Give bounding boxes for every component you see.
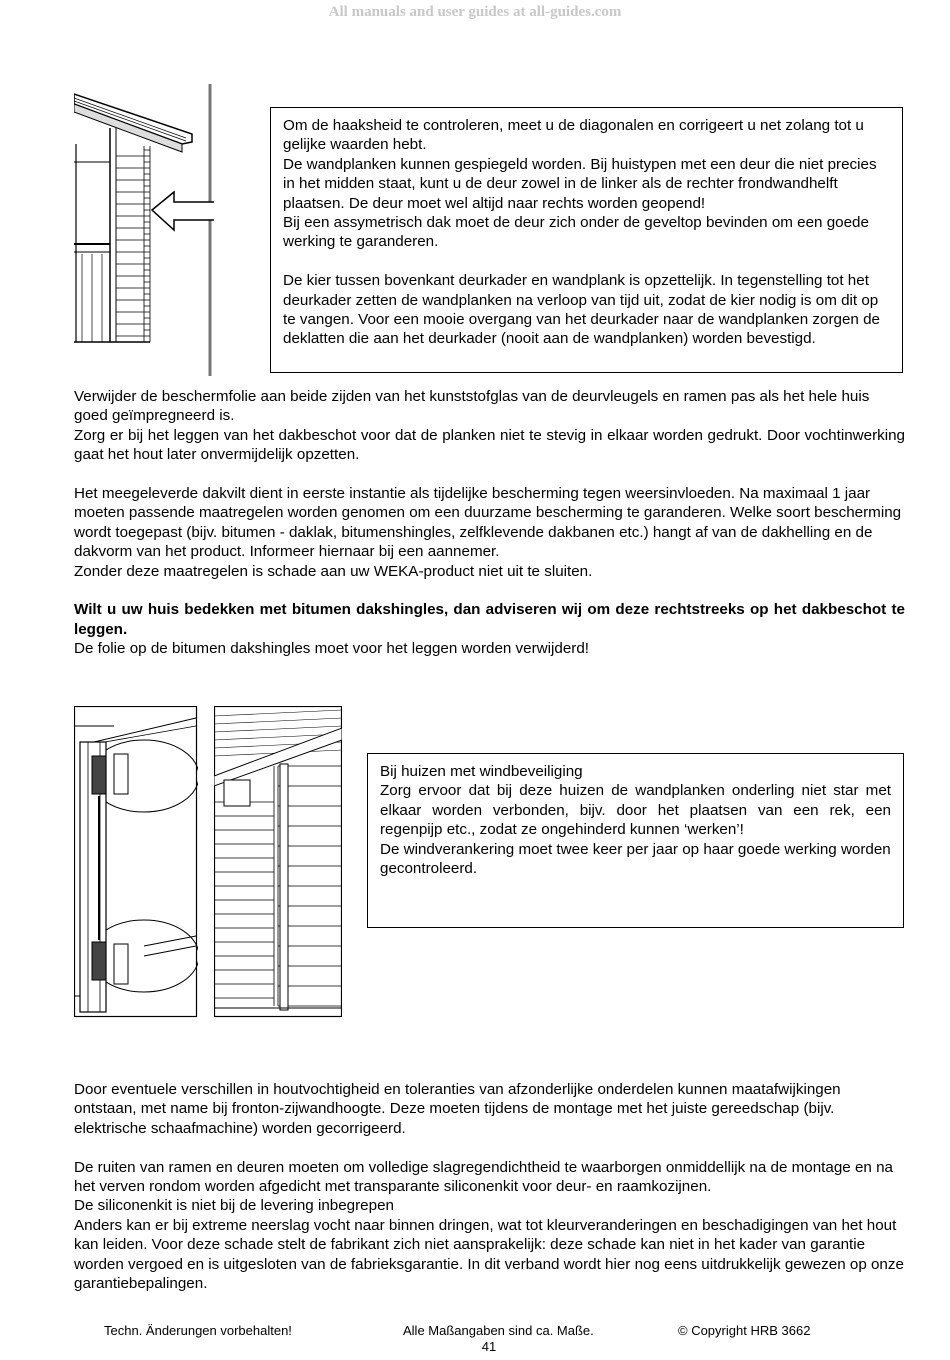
box1-line-2: De wandplanken kunnen gespiegeld worden. Bij huistypen met een deur die niet precies in het midden staat, kunt u de deur zowel in de linker als de rechter frondwandhelft plaatsen. De deur moet wel altijd naar rechts worden geopend! (283, 155, 877, 212)
note-box-door (270, 107, 903, 373)
para-damage-warning: Zonder deze maatregelen is schade aan uw WEKA-product niet uit te sluiten. (74, 562, 593, 580)
footer-right: © Copyright HRB 3662 (678, 1323, 811, 1338)
box2-body-2: De windverankering moet twee keer per jaar op haar goede werking worden gecontroleerd. (380, 840, 891, 878)
section-roof-info (74, 387, 905, 659)
para-warranty: Anders kan er bij extreme neerslag vocht naar binnen dringen, wat tot kleurveranderingen en beschadigingen van het hout kan leiden. Voor deze schade stelt de fabrikant zich niet aansprakelijk: deze schade kan niet in het kader van garantie worden vergoed en is uitgesloten van de fabrieksgarantie. In dit verband wordt hier nog eens uitdrukkelijk gewezen op onze garantiebepalingen. (74, 1216, 904, 1293)
para-shingles-film: De folie op de bitumen dakshingles moet voor het leggen worden verwijderd! (74, 640, 589, 658)
para-tolerances: Door eventuele verschillen in houtvochtigheid en toleranties van afzonderlijke onderdelen kunnen maatafwijkingen ontstaan, met name bij fronton-zijwandhoogte. Deze moeten tijdens de montage met het juiste gereedschap (bijv. elektrische schaafmachine) worden gecorrigeerd. (74, 1081, 841, 1137)
para-protective-film: Verwijder de beschermfolie aan beide zijden van het kunststofglas van de deurvleugels en ramen pas als het hele huis goed geïmpregneerd is. (74, 388, 870, 425)
wall-door-illustration (74, 84, 214, 379)
para-roof-boards: Zorg er bij het leggen van het dakbeschot voor dat de planken niet te stevig in elkaar worden gedrukt. Door vochtinwerking gaat het hout later onvermijdelijk opzetten. (74, 426, 905, 464)
box2-body: Zorg ervoor dat bij deze huizen de wandplanken onderling niet star met elkaar worden verbonden, bijv. door het plaatsen van een rek, een regenpijp etc., zodat ze ongehinderd kunnen ‘werken’! (380, 782, 891, 839)
note-box-wind-protection (367, 753, 904, 928)
wind-anchor-detail-illustration (74, 706, 198, 1018)
para-silicone-note: De siliconenkit is niet bij de levering inbegrepen (74, 1197, 394, 1215)
box1-line-1: Om de haaksheid te controleren, meet u de diagonalen en corrigeert u net zolang tot u gelijke waarden hebt. (283, 117, 864, 154)
para-sealing: De ruiten van ramen en deuren moeten om volledige slagregendichtheid te waarborgen onmiddellijk na de montage en na het verven rondom worden afgedicht met transparante siliconenkit voor deur- en raamkozijnen. (74, 1158, 893, 1196)
box1-line-4: De kier tussen bovenkant deurkader en wandplank is opzettelijk. In tegenstelling tot het deurkader zetten de wandplanken na verloop van tijd uit, zodat de kier nodig is om dit op te vangen. Voor een mooie overgang van het deurkader naar de wandplanken zorgen de deklatten die aan het deurkader (nooit aan de wandplanken) worden bevestigd. (283, 272, 880, 348)
box1-line-3: Bij een assymetrisch dak moet de deur zich onder de geveltop bevinden om een goede werking te garanderen. (283, 214, 869, 251)
page-number: 41 (481, 1339, 497, 1354)
footer-left: Techn. Änderungen vorbehalten! (104, 1323, 292, 1338)
para-shingles-advice: Wilt u uw huis bedekken met bitumen dakshingles, dan adviseren wij om deze rechtstreeks op het dakbeschot te leggen. (74, 601, 905, 638)
footer-center: Alle Maßangaben sind ca. Maße. (403, 1323, 594, 1338)
watermark: All manuals and user guides at all-guides.com (328, 4, 622, 20)
para-roofing-felt: Het meegeleverde dakvilt dient in eerste instantie als tijdelijke bescherming tegen weersinvloeden. Na maximaal 1 jaar moeten passende maatregelen worden genomen om een duurzame bescherming te garanderen. Welke soort bescherming wordt toegepast (bijv. bitumen - daklak, bitumenshingles, zelfklevende dakbanen etc.) hangt af van de dakhelling en de dakvorm van het product. Informeer hiernaar bij een aannemer. (74, 485, 902, 561)
section-tolerances (74, 1080, 905, 1293)
wind-anchor-wall-illustration (214, 706, 342, 1018)
box2-title: Bij huizen met windbeveiliging (380, 763, 583, 780)
